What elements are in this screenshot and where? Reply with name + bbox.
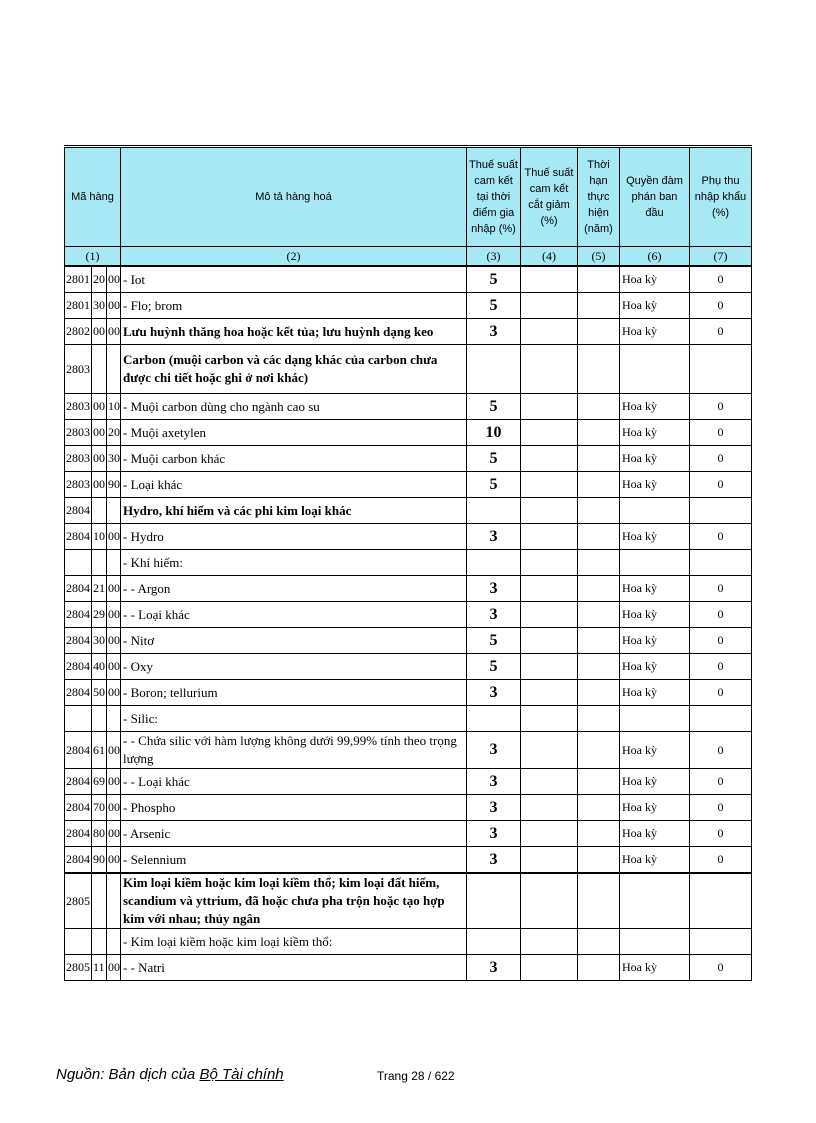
surcharge-cell: 0 (690, 602, 752, 628)
code-heading (65, 706, 92, 732)
table-row (65, 955, 752, 981)
code-subheading: 40 (92, 654, 107, 680)
code-subheading (92, 706, 107, 732)
description-cell: - - Natri (121, 955, 467, 981)
surcharge-cell: 0 (690, 446, 752, 472)
authority-cell: Hoa kỳ (620, 446, 690, 472)
surcharge-cell: 0 (690, 769, 752, 795)
authority-cell: Hoa kỳ (620, 680, 690, 706)
code-suffix: 00 (107, 847, 121, 874)
surcharge-cell: 0 (690, 628, 752, 654)
code-suffix: 00 (107, 293, 121, 319)
authority-cell: Hoa kỳ (620, 394, 690, 420)
rate-join-cell: 3 (467, 732, 521, 769)
authority-cell: Hoa kỳ (620, 602, 690, 628)
rate-join-cell (467, 929, 521, 955)
surcharge-cell (690, 550, 752, 576)
description-cell: - Silic: (121, 706, 467, 732)
period-cell (578, 576, 620, 602)
code-subheading: 00 (92, 394, 107, 420)
authority-cell: Hoa kỳ (620, 769, 690, 795)
description-cell: Hydro, khí hiếm và các phi kim loại khác (121, 498, 467, 524)
code-suffix: 20 (107, 420, 121, 446)
period-cell (578, 472, 620, 498)
period-cell (578, 955, 620, 981)
surcharge-cell: 0 (690, 821, 752, 847)
code-subheading: 00 (92, 472, 107, 498)
code-heading: 2804 (65, 732, 92, 769)
rate-cut-cell (521, 420, 578, 446)
rate-join-cell: 3 (467, 769, 521, 795)
code-heading: 2804 (65, 602, 92, 628)
authority-cell: Hoa kỳ (620, 472, 690, 498)
code-suffix (107, 929, 121, 955)
rate-cut-cell (521, 795, 578, 821)
period-cell (578, 706, 620, 732)
table-row (65, 732, 752, 769)
code-suffix: 90 (107, 472, 121, 498)
surcharge-cell (690, 873, 752, 929)
code-heading: 2803 (65, 446, 92, 472)
code-heading: 2804 (65, 847, 92, 874)
footer-source-prefix: Nguồn: Bản dịch của (56, 1066, 200, 1083)
description-cell: - Boron; tellurium (121, 680, 467, 706)
code-heading: 2804 (65, 769, 92, 795)
code-subheading: 00 (92, 319, 107, 345)
header-rate-cut: Thuế suất cam kết cắt giảm (%) (521, 147, 578, 247)
rate-cut-cell (521, 628, 578, 654)
surcharge-cell: 0 (690, 266, 752, 293)
surcharge-cell (690, 706, 752, 732)
description-cell: Kim loại kiềm hoặc kim loại kiềm thổ; kim loại đất hiếm, scandium và yttrium, đã hoặc chưa pha trộn hoặc tạo hợp kim với nhau; thủy ngân (121, 873, 467, 929)
rate-cut-cell (521, 576, 578, 602)
period-cell (578, 550, 620, 576)
code-subheading: 30 (92, 293, 107, 319)
period-cell (578, 873, 620, 929)
period-cell (578, 446, 620, 472)
col-number-5: (5) (578, 247, 620, 267)
authority-cell: Hoa kỳ (620, 293, 690, 319)
code-heading: 2801 (65, 266, 92, 293)
authority-cell: Hoa kỳ (620, 847, 690, 874)
code-suffix: 00 (107, 732, 121, 769)
rate-cut-cell (521, 524, 578, 550)
rate-join-cell (467, 706, 521, 732)
rate-join-cell (467, 550, 521, 576)
authority-cell: Hoa kỳ (620, 319, 690, 345)
code-suffix: 30 (107, 446, 121, 472)
description-cell: - Flo; brom (121, 293, 467, 319)
rate-join-cell: 5 (467, 266, 521, 293)
code-suffix: 00 (107, 680, 121, 706)
code-heading: 2803 (65, 394, 92, 420)
code-suffix: 00 (107, 654, 121, 680)
rate-join-cell: 5 (467, 394, 521, 420)
tariff-table-wrapper (64, 145, 751, 981)
authority-cell: Hoa kỳ (620, 795, 690, 821)
code-subheading: 61 (92, 732, 107, 769)
table-row (65, 293, 752, 319)
surcharge-cell: 0 (690, 576, 752, 602)
rate-join-cell: 5 (467, 446, 521, 472)
header-rate-join: Thuế suất cam kết tại thời điểm gia nhập (%) (467, 147, 521, 247)
description-cell: - Iot (121, 266, 467, 293)
description-cell: - Muội carbon khác (121, 446, 467, 472)
description-cell: - Kim loại kiềm hoặc kim loại kiềm thổ: (121, 929, 467, 955)
rate-join-cell (467, 873, 521, 929)
description-cell: Lưu huỳnh thăng hoa hoặc kết tủa; lưu huỳnh dạng keo (121, 319, 467, 345)
period-cell (578, 266, 620, 293)
table-row (65, 821, 752, 847)
code-heading: 2803 (65, 472, 92, 498)
table-body (65, 266, 752, 981)
code-heading: 2804 (65, 524, 92, 550)
surcharge-cell (690, 498, 752, 524)
rate-join-cell (467, 345, 521, 394)
tariff-table (64, 145, 752, 981)
surcharge-cell (690, 345, 752, 394)
code-subheading: 20 (92, 266, 107, 293)
rate-join-cell: 10 (467, 420, 521, 446)
table-row (65, 576, 752, 602)
code-suffix: 00 (107, 524, 121, 550)
code-suffix (107, 706, 121, 732)
rate-join-cell: 5 (467, 628, 521, 654)
rate-join-cell: 3 (467, 847, 521, 874)
col-number-4: (4) (521, 247, 578, 267)
table-row (65, 420, 752, 446)
table-row (65, 873, 752, 929)
code-subheading: 90 (92, 847, 107, 874)
surcharge-cell: 0 (690, 795, 752, 821)
header-code: Mã hàng (65, 147, 121, 247)
period-cell (578, 929, 620, 955)
column-number-row (65, 247, 752, 267)
surcharge-cell: 0 (690, 955, 752, 981)
period-cell (578, 680, 620, 706)
surcharge-cell: 0 (690, 654, 752, 680)
period-cell (578, 732, 620, 769)
rate-join-cell: 5 (467, 472, 521, 498)
period-cell (578, 293, 620, 319)
period-cell (578, 319, 620, 345)
rate-join-cell: 3 (467, 955, 521, 981)
code-heading: 2804 (65, 576, 92, 602)
rate-cut-cell (521, 847, 578, 874)
authority-cell: Hoa kỳ (620, 628, 690, 654)
code-suffix: 00 (107, 821, 121, 847)
rate-cut-cell (521, 394, 578, 420)
table-row (65, 769, 752, 795)
code-heading: 2804 (65, 821, 92, 847)
period-cell (578, 769, 620, 795)
table-row (65, 680, 752, 706)
description-cell: - - Argon (121, 576, 467, 602)
surcharge-cell: 0 (690, 732, 752, 769)
col-number-1: (1) (65, 247, 121, 267)
code-subheading: 70 (92, 795, 107, 821)
period-cell (578, 847, 620, 874)
surcharge-cell: 0 (690, 420, 752, 446)
description-cell: - Loại khác (121, 472, 467, 498)
authority-cell: Hoa kỳ (620, 420, 690, 446)
period-cell (578, 394, 620, 420)
authority-cell (620, 498, 690, 524)
authority-cell: Hoa kỳ (620, 821, 690, 847)
code-subheading (92, 345, 107, 394)
surcharge-cell: 0 (690, 680, 752, 706)
rate-join-cell: 3 (467, 319, 521, 345)
code-suffix: 00 (107, 769, 121, 795)
table-row (65, 266, 752, 293)
rate-join-cell: 3 (467, 680, 521, 706)
period-cell (578, 498, 620, 524)
surcharge-cell: 0 (690, 847, 752, 874)
description-cell: - Oxy (121, 654, 467, 680)
code-suffix: 00 (107, 266, 121, 293)
authority-cell (620, 873, 690, 929)
header-row (65, 147, 752, 247)
code-heading: 2801 (65, 293, 92, 319)
rate-cut-cell (521, 769, 578, 795)
code-subheading: 29 (92, 602, 107, 628)
col-number-6: (6) (620, 247, 690, 267)
rate-cut-cell (521, 498, 578, 524)
description-cell: - - Loại khác (121, 602, 467, 628)
table-row (65, 472, 752, 498)
code-heading (65, 929, 92, 955)
rate-cut-cell (521, 821, 578, 847)
code-subheading (92, 929, 107, 955)
period-cell (578, 602, 620, 628)
rate-cut-cell (521, 732, 578, 769)
code-subheading: 11 (92, 955, 107, 981)
rate-cut-cell (521, 955, 578, 981)
table-row (65, 628, 752, 654)
code-heading: 2804 (65, 680, 92, 706)
code-subheading: 10 (92, 524, 107, 550)
code-heading: 2804 (65, 654, 92, 680)
description-cell: - Muội axetylen (121, 420, 467, 446)
code-suffix: 00 (107, 576, 121, 602)
table-row (65, 446, 752, 472)
rate-cut-cell (521, 929, 578, 955)
surcharge-cell: 0 (690, 293, 752, 319)
code-subheading (92, 498, 107, 524)
authority-cell (620, 929, 690, 955)
rate-join-cell: 3 (467, 524, 521, 550)
rate-join-cell: 3 (467, 821, 521, 847)
authority-cell: Hoa kỳ (620, 524, 690, 550)
authority-cell (620, 345, 690, 394)
table-row (65, 319, 752, 345)
table-row (65, 524, 752, 550)
code-subheading: 30 (92, 628, 107, 654)
code-suffix (107, 345, 121, 394)
header-surcharge: Phụ thu nhập khẩu (%) (690, 147, 752, 247)
footer-page-number: Trang 28 / 622 (377, 1069, 455, 1083)
code-suffix: 00 (107, 319, 121, 345)
rate-cut-cell (521, 293, 578, 319)
rate-join-cell: 5 (467, 654, 521, 680)
rate-cut-cell (521, 680, 578, 706)
description-cell: - Nitơ (121, 628, 467, 654)
code-subheading: 00 (92, 446, 107, 472)
authority-cell: Hoa kỳ (620, 732, 690, 769)
period-cell (578, 795, 620, 821)
rate-cut-cell (521, 654, 578, 680)
code-subheading (92, 550, 107, 576)
code-heading: 2805 (65, 873, 92, 929)
code-subheading: 00 (92, 420, 107, 446)
table-row (65, 345, 752, 394)
code-heading: 2804 (65, 795, 92, 821)
table-row (65, 847, 752, 874)
code-subheading: 69 (92, 769, 107, 795)
rate-cut-cell (521, 550, 578, 576)
period-cell (578, 524, 620, 550)
description-cell: - Selennium (121, 847, 467, 874)
table-row (65, 706, 752, 732)
surcharge-cell (690, 929, 752, 955)
code-heading: 2804 (65, 498, 92, 524)
code-suffix: 00 (107, 795, 121, 821)
code-suffix: 10 (107, 394, 121, 420)
description-cell: - Khí hiếm: (121, 550, 467, 576)
header-period: Thời hạn thực hiện (năm) (578, 147, 620, 247)
table-row (65, 795, 752, 821)
description-cell: - - Chứa silic với hàm lượng không dưới 99,99% tính theo trọng lượng (121, 732, 467, 769)
description-cell: Carbon (muội carbon và các dạng khác của carbon chưa được chi tiết hoặc ghi ở nơi khác) (121, 345, 467, 394)
code-suffix: 00 (107, 955, 121, 981)
rate-join-cell: 3 (467, 576, 521, 602)
authority-cell: Hoa kỳ (620, 576, 690, 602)
col-number-7: (7) (690, 247, 752, 267)
table-row (65, 550, 752, 576)
code-subheading: 80 (92, 821, 107, 847)
code-subheading: 50 (92, 680, 107, 706)
table-row (65, 654, 752, 680)
description-cell: - - Loại khác (121, 769, 467, 795)
surcharge-cell: 0 (690, 394, 752, 420)
description-cell: - Hydro (121, 524, 467, 550)
header-description: Mô tả hàng hoá (121, 147, 467, 247)
rate-cut-cell (521, 266, 578, 293)
code-heading (65, 550, 92, 576)
authority-cell (620, 550, 690, 576)
code-subheading: 21 (92, 576, 107, 602)
code-heading: 2805 (65, 955, 92, 981)
surcharge-cell: 0 (690, 524, 752, 550)
code-subheading (92, 873, 107, 929)
rate-cut-cell (521, 602, 578, 628)
footer-source (56, 1066, 284, 1083)
code-suffix: 00 (107, 628, 121, 654)
rate-cut-cell (521, 446, 578, 472)
header-authority: Quyền đàm phán ban đầu (620, 147, 690, 247)
description-cell: - Phospho (121, 795, 467, 821)
description-cell: - Arsenic (121, 821, 467, 847)
code-heading: 2802 (65, 319, 92, 345)
rate-cut-cell (521, 319, 578, 345)
code-heading: 2803 (65, 420, 92, 446)
col-number-2: (2) (121, 247, 467, 267)
period-cell (578, 420, 620, 446)
authority-cell (620, 706, 690, 732)
table-row (65, 602, 752, 628)
rate-cut-cell (521, 873, 578, 929)
period-cell (578, 628, 620, 654)
code-suffix (107, 498, 121, 524)
col-number-3: (3) (467, 247, 521, 267)
footer-source-link[interactable]: Bộ Tài chính (199, 1066, 284, 1083)
rate-join-cell (467, 498, 521, 524)
surcharge-cell: 0 (690, 319, 752, 345)
code-heading: 2803 (65, 345, 92, 394)
surcharge-cell: 0 (690, 472, 752, 498)
rate-cut-cell (521, 706, 578, 732)
authority-cell: Hoa kỳ (620, 955, 690, 981)
authority-cell: Hoa kỳ (620, 654, 690, 680)
rate-join-cell: 5 (467, 293, 521, 319)
code-heading: 2804 (65, 628, 92, 654)
period-cell (578, 821, 620, 847)
table-row (65, 394, 752, 420)
rate-cut-cell (521, 472, 578, 498)
code-suffix: 00 (107, 602, 121, 628)
table-row (65, 929, 752, 955)
authority-cell: Hoa kỳ (620, 266, 690, 293)
rate-cut-cell (521, 345, 578, 394)
period-cell (578, 345, 620, 394)
code-suffix (107, 550, 121, 576)
period-cell (578, 654, 620, 680)
code-suffix (107, 873, 121, 929)
rate-join-cell: 3 (467, 602, 521, 628)
rate-join-cell: 3 (467, 795, 521, 821)
table-row (65, 498, 752, 524)
description-cell: - Muội carbon dùng cho ngành cao su (121, 394, 467, 420)
